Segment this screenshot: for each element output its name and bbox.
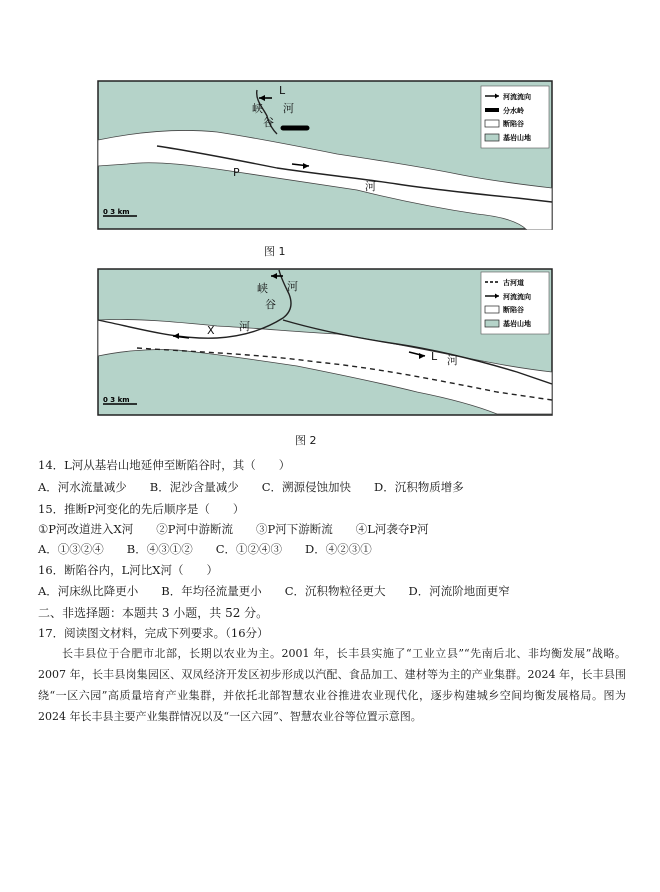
- label-p-he: 河: [365, 180, 376, 193]
- svg-text:河流流向: 河流流向: [503, 93, 531, 101]
- svg-text:0 3 km: 0 3 km: [103, 396, 130, 404]
- figure1-map: [97, 80, 553, 230]
- svg-text:谷: 谷: [265, 298, 276, 311]
- figure2-map: [97, 268, 553, 416]
- label-l: L: [279, 84, 286, 97]
- svg-text:基岩山地: 基岩山地: [503, 320, 531, 328]
- question-15-stem: 15．推断P河变化的先后顺序是（ ）: [38, 502, 245, 516]
- question-17-stem: 17．阅读图文材料，完成下列要求。（16分）: [38, 626, 269, 640]
- legend: [481, 86, 549, 148]
- scale-label: 0 3 km: [103, 208, 130, 216]
- svg-text:河: 河: [447, 354, 458, 367]
- question-16-stem: 16．断陷谷内，L河比X河（ ）: [38, 563, 218, 577]
- svg-text:断陷谷: 断陷谷: [503, 306, 524, 314]
- question-15-options: ①P河改道进入X河 ②P河中游断流 ③P河下游断流 ④L河袭夺P河: [38, 522, 429, 536]
- label-gu: 谷: [263, 116, 274, 129]
- label-he: 河: [283, 102, 294, 115]
- figure2-caption: 图 2: [295, 434, 317, 447]
- svg-text:L: L: [431, 350, 438, 363]
- svg-text:古河道: 古河道: [503, 279, 524, 287]
- svg-text:河: 河: [287, 280, 298, 293]
- svg-text:断陷谷: 断陷谷: [503, 120, 524, 128]
- svg-text:X: X: [207, 324, 215, 337]
- svg-text:基岩山地: 基岩山地: [503, 134, 531, 142]
- svg-text:河: 河: [239, 320, 250, 333]
- label-p: P: [233, 166, 240, 179]
- svg-text:河流流向: 河流流向: [503, 293, 531, 301]
- question-15-choices: A．①③②④ B．④③①② C．①②④③ D．④②③①: [38, 542, 372, 556]
- section-2-heading: 二、非选择题：本题共 3 小题，共 52 分。: [38, 606, 269, 620]
- question-14-options: A．河水流量减少 B．泥沙含量减少 C．溯源侵蚀加快 D．沉积物质增多: [38, 480, 464, 494]
- legend: [481, 272, 549, 334]
- figure1-caption: 图 1: [264, 245, 286, 258]
- svg-text:峡: 峡: [257, 282, 268, 295]
- question-14-stem: 14．L河从基岩山地延伸至断陷谷时，其（ ）: [38, 458, 291, 472]
- question-17-material: 长丰县位于合肥市北部，长期以农业为主。2001 年，长丰县实施了“工业立县”“先南后北、非均衡发展”战略。2007 年，长丰县岗集园区、双凤经济开发区初步形成以汽配、食品加工、建材等为主的产业集群。2024 年，长丰县围绕“一区六园”高质量培育产业集群，并依托北部智慧农业谷推进农业现代化，逐步构建城乡空间均衡发展格局。图为 2024 年长丰县主要产业集群情况以及“一区六园”、智慧农业谷等位置示意图。: [38, 647, 626, 723]
- svg-text:分水岭: 分水岭: [503, 107, 524, 115]
- label-xia: 峡: [252, 102, 263, 115]
- question-16-options: A．河床纵比降更小 B．年均径流量更小 C．沉积物粒径更大 D．河流阶地面更窄: [38, 584, 510, 598]
